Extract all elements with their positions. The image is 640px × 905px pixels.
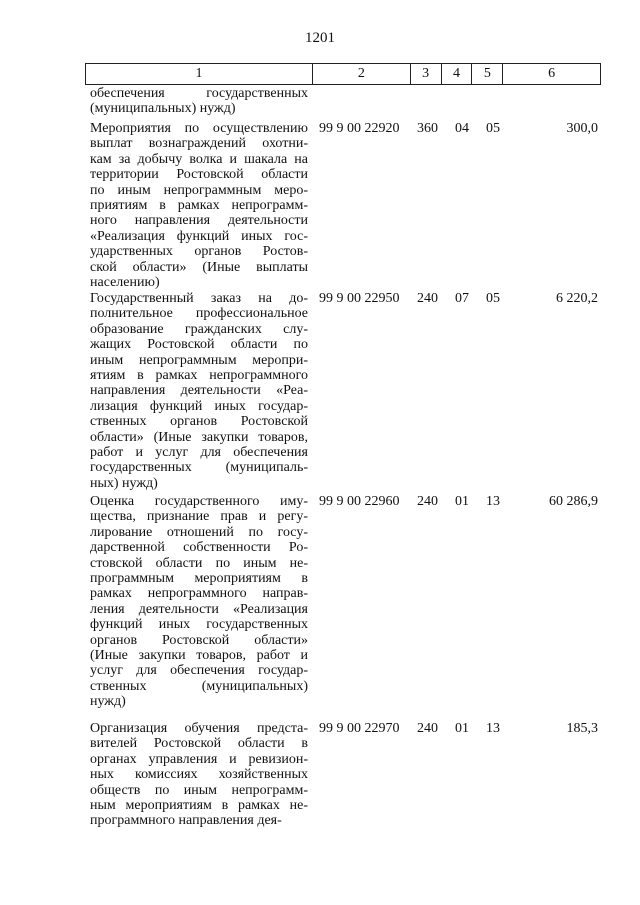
- description-line: ных комиссиях хозяйственных: [90, 767, 308, 783]
- target-article-code-cell: 99 9 00 22920: [319, 121, 400, 136]
- header-col-3: 3: [411, 64, 442, 84]
- description-line: ской области» (Иные выплаты: [90, 259, 308, 275]
- section-cell: 07: [455, 291, 469, 306]
- subsection-cell: 05: [486, 291, 500, 306]
- expense-type-cell: 360: [417, 121, 438, 136]
- subsection-cell: 05: [486, 121, 500, 136]
- table-row: [85, 121, 601, 290]
- description-line: полнительное профессиональное: [90, 306, 308, 322]
- description-line: Мероприятия по осуществлению: [90, 121, 308, 136]
- description-line: образование гражданских слу-: [90, 321, 308, 337]
- description-line: Оценка государственного иму-: [90, 494, 308, 509]
- description-line: лизация функций иных государ-: [90, 398, 308, 414]
- description-line: (муниципальных) нужд): [90, 101, 236, 117]
- description-line: кам за добычу волка и шакала на: [90, 151, 308, 167]
- expense-type-cell: 240: [417, 494, 438, 509]
- section-cell: 01: [455, 721, 469, 736]
- description-line: Государственный заказ на до-: [90, 291, 308, 306]
- header-col-6: 6: [548, 66, 556, 81]
- description-line: (Иные закупки товаров, работ и: [90, 648, 308, 664]
- description-line: программного направления дея-: [90, 813, 282, 829]
- section-cell: 04: [455, 121, 469, 136]
- description-line: ным мероприятиям в рамках не-: [90, 798, 308, 814]
- description-line: территории Ростовской области: [90, 167, 308, 183]
- description-line: обществ по иным непрограмм-: [90, 782, 308, 798]
- amount-cell: 60 286,9: [549, 494, 598, 509]
- row-description: [90, 494, 308, 710]
- header-col-2: 2: [313, 64, 411, 84]
- description-line: Организация обучения предста-: [90, 721, 308, 736]
- description-line: ных) нужд): [90, 475, 158, 491]
- description-line: «Реализация функций иных гос-: [90, 228, 308, 244]
- description-line: приятиям в рамках непрограмм-: [90, 198, 308, 214]
- description-line: ственных органов Ростовской: [90, 414, 308, 430]
- description-line: иным непрограммным меропри-: [90, 352, 308, 368]
- target-article-code-cell: 99 9 00 22960: [319, 494, 400, 509]
- description-line: выплат вознаграждений охотни-: [90, 136, 308, 152]
- description-line: стовской области по иным не-: [90, 555, 308, 571]
- description-line: органах управления и ревизион-: [90, 751, 308, 767]
- description-line: государственных (муниципаль-: [90, 460, 308, 476]
- header-col-5: 5: [472, 64, 503, 84]
- expense-type-cell: 240: [417, 721, 438, 736]
- table-row: [85, 291, 601, 491]
- description-line: обеспечения государственных: [90, 86, 308, 101]
- description-line: нужд): [90, 694, 126, 710]
- description-line: вителей Ростовской области в: [90, 736, 308, 752]
- description-line: функций иных государственных: [90, 617, 308, 633]
- description-line: области» (Иные закупки товаров,: [90, 429, 308, 445]
- target-article-code-cell: 99 9 00 22970: [319, 721, 400, 736]
- description-line: ударственных органов Ростов-: [90, 244, 308, 260]
- table-row: [85, 494, 601, 710]
- header-col-4: 4: [442, 64, 473, 84]
- description-line: рамках непрограммного направ-: [90, 586, 308, 602]
- description-line: жащих Ростовской области по: [90, 337, 308, 353]
- amount-cell: 185,3: [566, 721, 598, 736]
- section-cell: 01: [455, 494, 469, 509]
- amount-cell: 300,0: [566, 121, 598, 136]
- description-line: щества, признание прав и регу-: [90, 509, 308, 525]
- row-description: [90, 721, 308, 829]
- description-line: по иным непрограммным меро-: [90, 182, 308, 198]
- description-line: ного направления деятельности: [90, 213, 308, 229]
- description-line: лирование отношений по госу-: [90, 524, 308, 540]
- table-row: [85, 86, 601, 117]
- row-description: [90, 86, 308, 117]
- description-line: ятиям в рамках непрограммного: [90, 368, 308, 384]
- expense-type-cell: 240: [417, 291, 438, 306]
- description-line: направления деятельности «Реа-: [90, 383, 308, 399]
- table-header: [85, 63, 601, 85]
- description-line: ственных (муниципальных): [90, 678, 308, 694]
- description-line: программным мероприятиям в: [90, 571, 308, 587]
- row-description: [90, 121, 308, 290]
- row-description: [90, 291, 308, 491]
- description-line: ления деятельности «Реализация: [90, 601, 308, 617]
- description-line: органов Ростовской области»: [90, 632, 308, 648]
- target-article-code-cell: 99 9 00 22950: [319, 291, 400, 306]
- table-row: [85, 721, 601, 829]
- description-line: работ и услуг для обеспечения: [90, 445, 308, 461]
- header-col-1: 1: [86, 64, 313, 84]
- description-line: населению): [90, 275, 160, 291]
- subsection-cell: 13: [486, 721, 500, 736]
- page-number: 1201: [305, 30, 335, 46]
- description-line: дарственной собственности Ро-: [90, 540, 308, 556]
- description-line: услуг для обеспечения государ-: [90, 663, 308, 679]
- subsection-cell: 13: [486, 494, 500, 509]
- amount-cell: 6 220,2: [556, 291, 598, 306]
